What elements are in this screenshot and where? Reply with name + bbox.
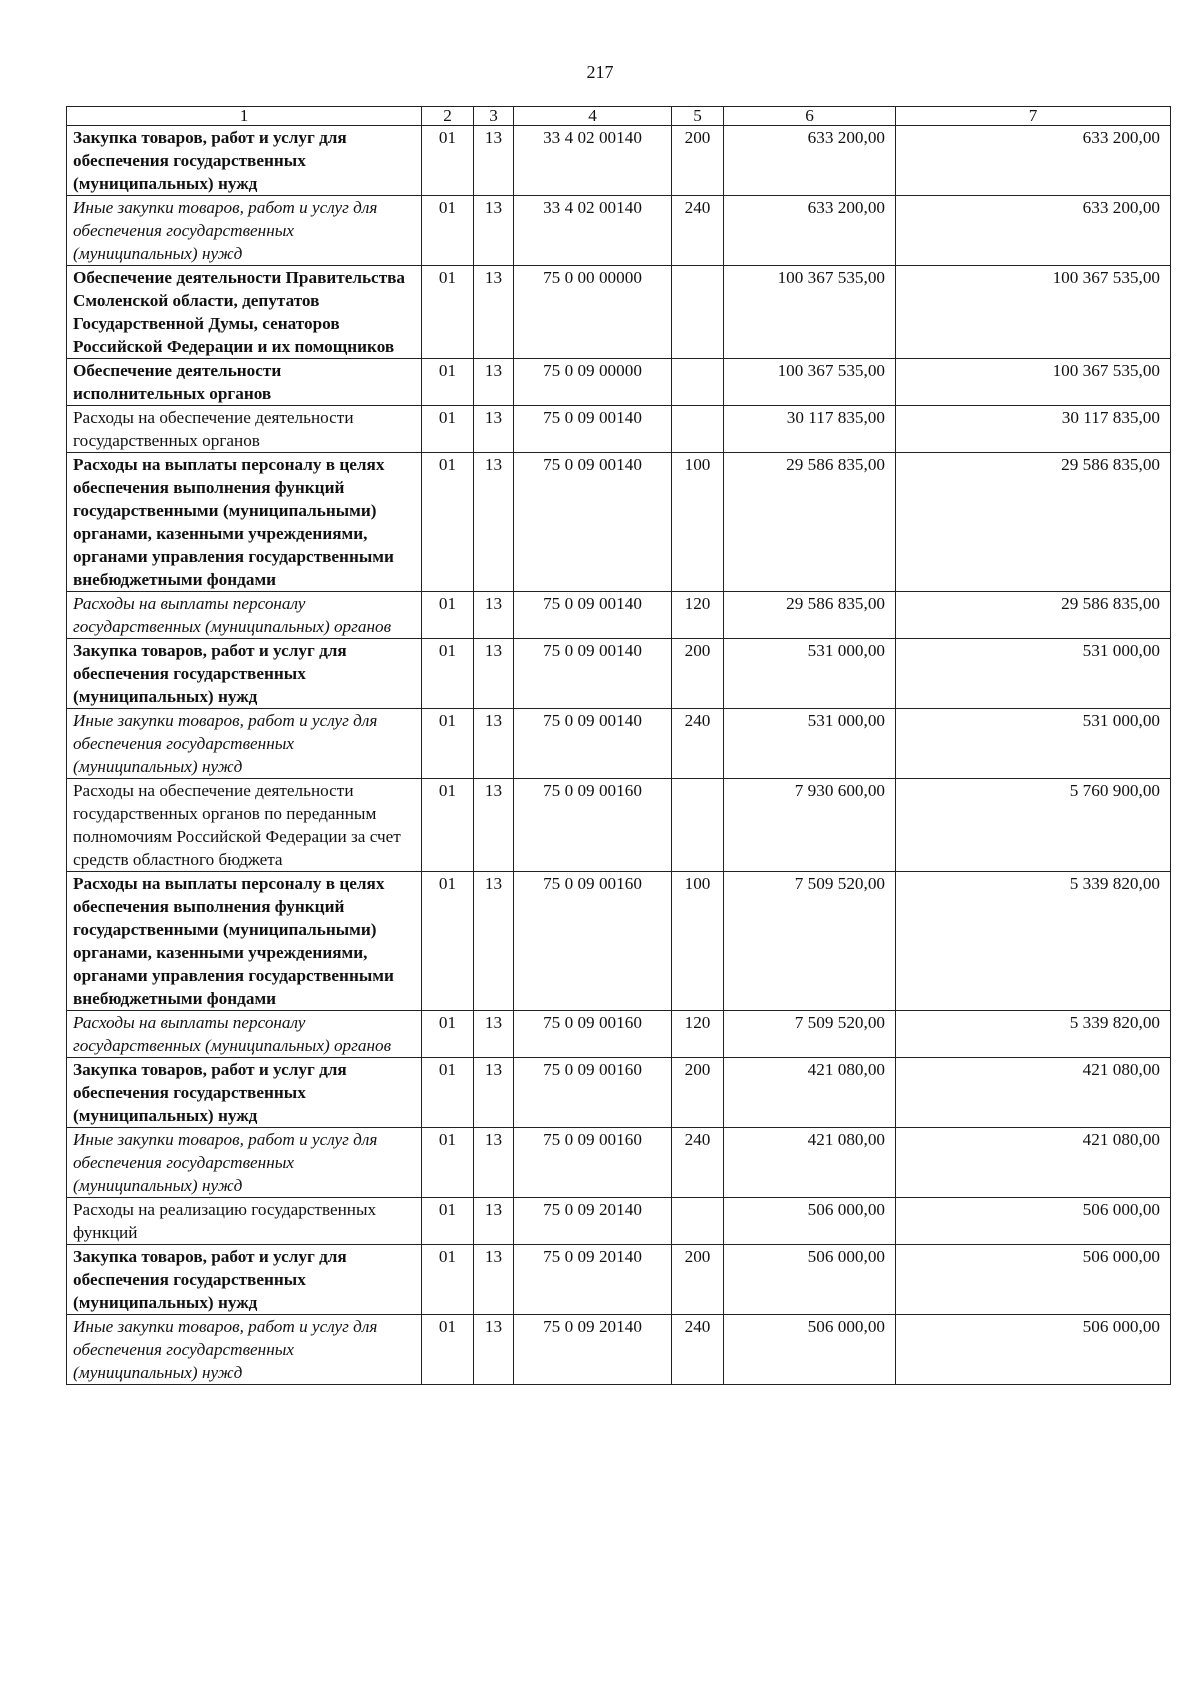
amount-col7-cell: 5 339 820,00 bbox=[896, 1011, 1171, 1058]
amount-col6-cell: 7 930 600,00 bbox=[724, 779, 896, 872]
subsection-code-cell: 13 bbox=[474, 266, 514, 359]
target-article-cell: 75 0 09 20140 bbox=[514, 1245, 672, 1315]
amount-col6-cell: 7 509 520,00 bbox=[724, 872, 896, 1011]
amount-col6-cell: 506 000,00 bbox=[724, 1198, 896, 1245]
subsection-code-cell: 13 bbox=[474, 1198, 514, 1245]
subsection-code-cell: 13 bbox=[474, 196, 514, 266]
section-code-cell: 01 bbox=[422, 639, 474, 709]
table-row bbox=[67, 1315, 1171, 1385]
section-code-cell: 01 bbox=[422, 266, 474, 359]
table-row bbox=[67, 1128, 1171, 1198]
section-code-cell: 01 bbox=[422, 406, 474, 453]
amount-col7-cell: 100 367 535,00 bbox=[896, 359, 1171, 406]
header-cell: 3 bbox=[474, 107, 514, 126]
target-article-cell: 75 0 09 00140 bbox=[514, 406, 672, 453]
row-name-cell: Закупка товаров, работ и услуг для обеспечения государственных (муниципальных) нужд bbox=[67, 1245, 422, 1315]
amount-col6-cell: 633 200,00 bbox=[724, 196, 896, 266]
amount-col7-cell: 5 760 900,00 bbox=[896, 779, 1171, 872]
target-article-cell: 75 0 09 00140 bbox=[514, 592, 672, 639]
amount-col6-cell: 421 080,00 bbox=[724, 1058, 896, 1128]
amount-col6-cell: 100 367 535,00 bbox=[724, 359, 896, 406]
expense-type-cell: 200 bbox=[672, 1058, 724, 1128]
subsection-code-cell: 13 bbox=[474, 453, 514, 592]
target-article-cell: 33 4 02 00140 bbox=[514, 126, 672, 196]
section-code-cell: 01 bbox=[422, 1315, 474, 1385]
row-name-cell: Иные закупки товаров, работ и услуг для обеспечения государственных (муниципальных) нужд bbox=[67, 196, 422, 266]
target-article-cell: 75 0 09 00160 bbox=[514, 779, 672, 872]
amount-col7-cell: 5 339 820,00 bbox=[896, 872, 1171, 1011]
expense-type-cell: 100 bbox=[672, 872, 724, 1011]
table-row bbox=[67, 266, 1171, 359]
subsection-code-cell: 13 bbox=[474, 1245, 514, 1315]
subsection-code-cell: 13 bbox=[474, 126, 514, 196]
amount-col6-cell: 29 586 835,00 bbox=[724, 453, 896, 592]
header-cell: 7 bbox=[896, 107, 1171, 126]
amount-col6-cell: 531 000,00 bbox=[724, 709, 896, 779]
header-cell: 1 bbox=[67, 107, 422, 126]
section-code-cell: 01 bbox=[422, 126, 474, 196]
target-article-cell: 75 0 09 00000 bbox=[514, 359, 672, 406]
expense-type-cell: 240 bbox=[672, 1128, 724, 1198]
section-code-cell: 01 bbox=[422, 1011, 474, 1058]
expense-type-cell bbox=[672, 1198, 724, 1245]
row-name-cell: Расходы на обеспечение деятельности государственных органов по переданным полномочиям Российской Федерации за счет средств областного бюджета bbox=[67, 779, 422, 872]
row-name-cell: Иные закупки товаров, работ и услуг для обеспечения государственных (муниципальных) нужд bbox=[67, 1315, 422, 1385]
amount-col6-cell: 30 117 835,00 bbox=[724, 406, 896, 453]
expense-type-cell bbox=[672, 779, 724, 872]
target-article-cell: 75 0 09 00160 bbox=[514, 1128, 672, 1198]
amount-col7-cell: 29 586 835,00 bbox=[896, 453, 1171, 592]
header-cell: 6 bbox=[724, 107, 896, 126]
subsection-code-cell: 13 bbox=[474, 872, 514, 1011]
amount-col7-cell: 531 000,00 bbox=[896, 709, 1171, 779]
row-name-cell: Обеспечение деятельности Правительства Смоленской области, депутатов Государственной Думы, сенаторов Российской Федерации и их помощников bbox=[67, 266, 422, 359]
section-code-cell: 01 bbox=[422, 1245, 474, 1315]
section-code-cell: 01 bbox=[422, 359, 474, 406]
subsection-code-cell: 13 bbox=[474, 639, 514, 709]
table-row bbox=[67, 453, 1171, 592]
page-number: 217 bbox=[586, 62, 614, 82]
expense-type-cell: 120 bbox=[672, 592, 724, 639]
amount-col6-cell: 421 080,00 bbox=[724, 1128, 896, 1198]
subsection-code-cell: 13 bbox=[474, 592, 514, 639]
row-name-cell: Закупка товаров, работ и услуг для обеспечения государственных (муниципальных) нужд bbox=[67, 1058, 422, 1128]
subsection-code-cell: 13 bbox=[474, 1058, 514, 1128]
section-code-cell: 01 bbox=[422, 453, 474, 592]
amount-col7-cell: 30 117 835,00 bbox=[896, 406, 1171, 453]
amount-col7-cell: 633 200,00 bbox=[896, 126, 1171, 196]
table-header-row bbox=[67, 107, 1171, 126]
expense-type-cell bbox=[672, 266, 724, 359]
section-code-cell: 01 bbox=[422, 779, 474, 872]
expense-type-cell: 120 bbox=[672, 1011, 724, 1058]
section-code-cell: 01 bbox=[422, 1058, 474, 1128]
table-row bbox=[67, 872, 1171, 1011]
expense-type-cell: 200 bbox=[672, 639, 724, 709]
budget-table bbox=[66, 106, 1171, 1385]
amount-col6-cell: 100 367 535,00 bbox=[724, 266, 896, 359]
section-code-cell: 01 bbox=[422, 709, 474, 779]
amount-col6-cell: 506 000,00 bbox=[724, 1245, 896, 1315]
amount-col6-cell: 531 000,00 bbox=[724, 639, 896, 709]
amount-col7-cell: 29 586 835,00 bbox=[896, 592, 1171, 639]
row-name-cell: Расходы на выплаты персоналу в целях обеспечения выполнения функций государственными (муниципальными) органами, казенными учреждениями, органами управления государственными внебюджетными фондами bbox=[67, 453, 422, 592]
target-article-cell: 75 0 09 20140 bbox=[514, 1198, 672, 1245]
target-article-cell: 75 0 09 00160 bbox=[514, 1011, 672, 1058]
target-article-cell: 75 0 09 00140 bbox=[514, 709, 672, 779]
table-row bbox=[67, 779, 1171, 872]
target-article-cell: 75 0 00 00000 bbox=[514, 266, 672, 359]
expense-type-cell: 200 bbox=[672, 1245, 724, 1315]
table-row bbox=[67, 1011, 1171, 1058]
subsection-code-cell: 13 bbox=[474, 1011, 514, 1058]
amount-col7-cell: 531 000,00 bbox=[896, 639, 1171, 709]
row-name-cell: Закупка товаров, работ и услуг для обеспечения государственных (муниципальных) нужд bbox=[67, 639, 422, 709]
expense-type-cell bbox=[672, 359, 724, 406]
subsection-code-cell: 13 bbox=[474, 359, 514, 406]
target-article-cell: 75 0 09 00140 bbox=[514, 639, 672, 709]
header-cell: 2 bbox=[422, 107, 474, 126]
expense-type-cell: 200 bbox=[672, 126, 724, 196]
row-name-cell: Закупка товаров, работ и услуг для обеспечения государственных (муниципальных) нужд bbox=[67, 126, 422, 196]
target-article-cell: 75 0 09 00160 bbox=[514, 1058, 672, 1128]
subsection-code-cell: 13 bbox=[474, 1128, 514, 1198]
subsection-code-cell: 13 bbox=[474, 709, 514, 779]
target-article-cell: 75 0 09 20140 bbox=[514, 1315, 672, 1385]
row-name-cell: Расходы на выплаты персоналу государственных (муниципальных) органов bbox=[67, 592, 422, 639]
table-row bbox=[67, 196, 1171, 266]
table-row bbox=[67, 1245, 1171, 1315]
row-name-cell: Расходы на обеспечение деятельности государственных органов bbox=[67, 406, 422, 453]
expense-type-cell: 100 bbox=[672, 453, 724, 592]
section-code-cell: 01 bbox=[422, 1198, 474, 1245]
section-code-cell: 01 bbox=[422, 1128, 474, 1198]
target-article-cell: 33 4 02 00140 bbox=[514, 196, 672, 266]
subsection-code-cell: 13 bbox=[474, 779, 514, 872]
section-code-cell: 01 bbox=[422, 872, 474, 1011]
table-row bbox=[67, 709, 1171, 779]
amount-col6-cell: 29 586 835,00 bbox=[724, 592, 896, 639]
header-cell: 5 bbox=[672, 107, 724, 126]
amount-col7-cell: 633 200,00 bbox=[896, 196, 1171, 266]
row-name-cell: Иные закупки товаров, работ и услуг для обеспечения государственных (муниципальных) нужд bbox=[67, 709, 422, 779]
row-name-cell: Иные закупки товаров, работ и услуг для обеспечения государственных (муниципальных) нужд bbox=[67, 1128, 422, 1198]
table-row bbox=[67, 359, 1171, 406]
row-name-cell: Обеспечение деятельности исполнительных органов bbox=[67, 359, 422, 406]
subsection-code-cell: 13 bbox=[474, 406, 514, 453]
table-row bbox=[67, 1058, 1171, 1128]
section-code-cell: 01 bbox=[422, 592, 474, 639]
expense-type-cell: 240 bbox=[672, 196, 724, 266]
table-row bbox=[67, 406, 1171, 453]
table-row bbox=[67, 126, 1171, 196]
row-name-cell: Расходы на реализацию государственных функций bbox=[67, 1198, 422, 1245]
table-row bbox=[67, 639, 1171, 709]
amount-col7-cell: 100 367 535,00 bbox=[896, 266, 1171, 359]
expense-type-cell: 240 bbox=[672, 709, 724, 779]
header-cell: 4 bbox=[514, 107, 672, 126]
section-code-cell: 01 bbox=[422, 196, 474, 266]
row-name-cell: Расходы на выплаты персоналу в целях обеспечения выполнения функций государственными (муниципальными) органами, казенными учреждениями, органами управления государственными внебюджетными фондами bbox=[67, 872, 422, 1011]
target-article-cell: 75 0 09 00140 bbox=[514, 453, 672, 592]
amount-col7-cell: 506 000,00 bbox=[896, 1245, 1171, 1315]
amount-col7-cell: 506 000,00 bbox=[896, 1315, 1171, 1385]
subsection-code-cell: 13 bbox=[474, 1315, 514, 1385]
amount-col6-cell: 633 200,00 bbox=[724, 126, 896, 196]
amount-col6-cell: 506 000,00 bbox=[724, 1315, 896, 1385]
expense-type-cell: 240 bbox=[672, 1315, 724, 1385]
amount-col7-cell: 421 080,00 bbox=[896, 1058, 1171, 1128]
table-body bbox=[67, 107, 1171, 1385]
amount-col7-cell: 506 000,00 bbox=[896, 1198, 1171, 1245]
amount-col7-cell: 421 080,00 bbox=[896, 1128, 1171, 1198]
row-name-cell: Расходы на выплаты персоналу государственных (муниципальных) органов bbox=[67, 1011, 422, 1058]
amount-col6-cell: 7 509 520,00 bbox=[724, 1011, 896, 1058]
table-row bbox=[67, 1198, 1171, 1245]
target-article-cell: 75 0 09 00160 bbox=[514, 872, 672, 1011]
expense-type-cell bbox=[672, 406, 724, 453]
table-row bbox=[67, 592, 1171, 639]
